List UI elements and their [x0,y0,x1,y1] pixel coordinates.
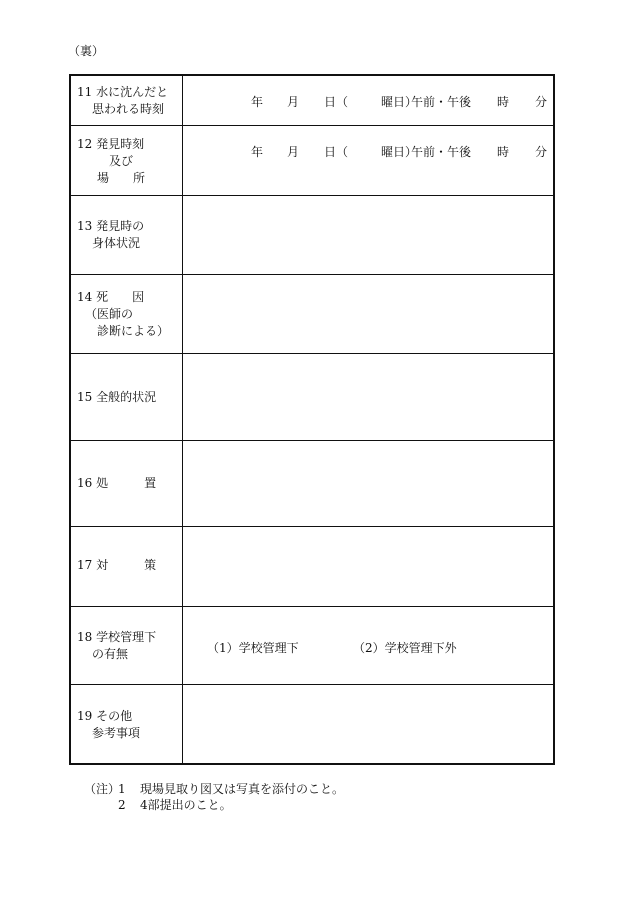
label-line: 15 全般的状況 [77,389,157,404]
row-13-body-condition [70,195,554,274]
day-label: 日（ [324,144,349,159]
option-under-school-management[interactable]: （1）学校管理下 [207,640,299,655]
label-line: 13 発見時の [77,218,145,233]
footnote-number: 2 [118,798,126,812]
general-situation-field[interactable] [183,353,555,440]
hour-label: 時 [497,144,510,159]
row-14-cause-of-death [70,274,554,353]
school-management-field [183,606,555,684]
cause-of-death-field[interactable] [183,274,555,353]
sinking-time-field[interactable] [183,75,555,125]
footnote-item [84,797,344,813]
month-label: 月 [287,144,300,159]
label-line: 17 対 策 [77,557,157,572]
label-line: 11 水に沈んだと [77,85,169,99]
hour-label: 時 [497,95,510,109]
row-17-countermeasures [70,526,554,606]
label-cell [70,526,183,606]
minute-label: 分 [535,144,548,159]
page-side-label: （裏） [68,44,105,58]
day-label: 日（ [324,95,349,109]
month-label: 月 [287,95,300,109]
label-cell [70,195,183,274]
row-18-school-management [70,606,554,684]
footnote-number: 1 [118,782,126,796]
label-line: 16 処 置 [77,475,157,490]
report-form-table [69,74,555,765]
label-line: 診断による） [97,323,170,338]
footnotes [84,781,344,813]
footnote-item [84,781,344,797]
label-line: 参考事項 [92,725,141,740]
countermeasures-field[interactable] [183,526,555,606]
label-cell [70,125,183,195]
label-line: （医師の [85,306,134,321]
minute-label: 分 [535,95,548,109]
ampm-label: 午前・午後 [411,144,472,159]
label-line: 身体状況 [92,235,141,250]
label-cell [70,75,183,125]
weekday-label: 曜日） [381,95,418,109]
label-line: 及び [109,153,134,168]
label-cell [70,606,183,684]
label-line: の有無 [92,646,129,661]
footnote-head: （注） [84,782,121,796]
label-line: 14 死 因 [77,289,145,304]
option-outside-school-management[interactable]: （2）学校管理下外 [353,640,457,655]
other-notes-field[interactable] [183,684,555,764]
row-16-measures-taken [70,440,554,526]
row-11-sinking-time [70,75,554,125]
year-label: 年 [251,144,264,159]
label-line: 思われる時刻 [92,102,165,116]
row-12-discovery [70,125,554,195]
body-condition-field[interactable] [183,195,555,274]
measures-taken-field[interactable] [183,440,555,526]
label-line: 12 発見時刻 [77,136,145,151]
ampm-label: 午前・午後 [411,95,472,109]
label-line: 18 学校管理下 [77,629,157,644]
label-cell [70,353,183,440]
label-line: 場 所 [97,170,146,185]
year-label: 年 [251,95,264,109]
label-cell [70,684,183,764]
label-cell [70,440,183,526]
discovery-time-place-field[interactable] [183,125,555,195]
label-cell [70,274,183,353]
label-line: 19 その他 [77,708,133,723]
footnote-text: 4部提出のこと。 [140,798,232,812]
row-19-other-notes [70,684,554,764]
row-15-general-situation [70,353,554,440]
footnote-text: 現場見取り図又は写真を添付のこと。 [140,782,345,796]
weekday-label: 曜日） [381,144,418,159]
